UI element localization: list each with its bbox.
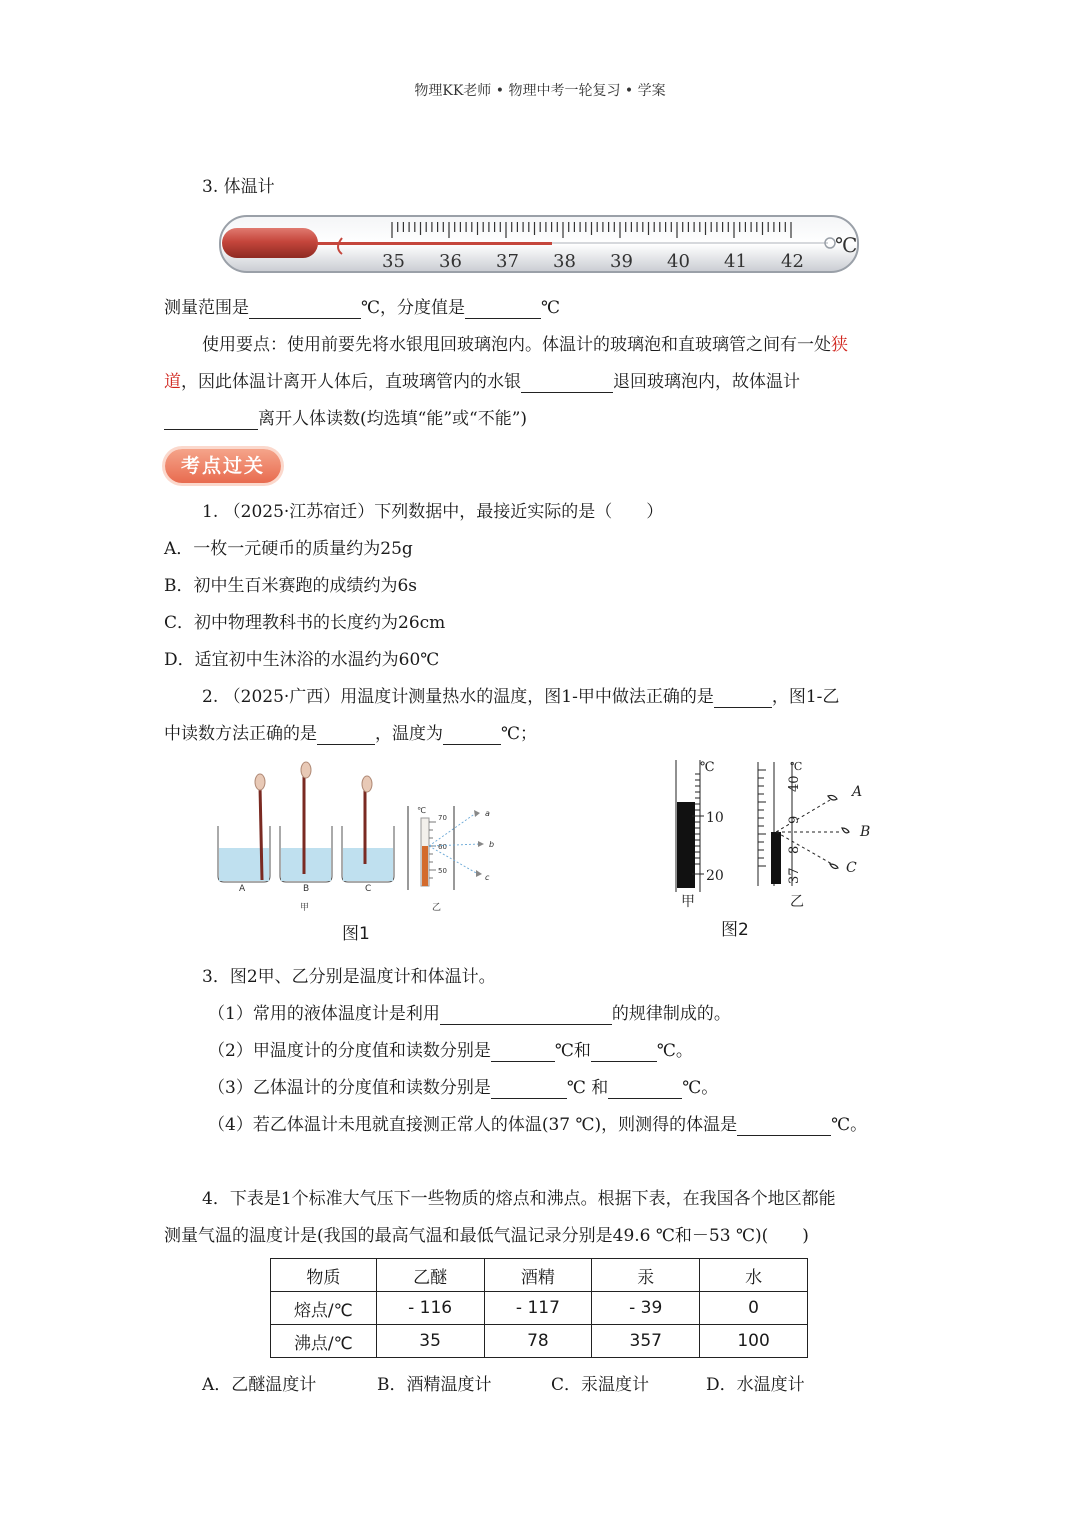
table-cell: 酒精 bbox=[484, 1259, 592, 1292]
table-cell: 0 bbox=[700, 1292, 808, 1325]
table-row bbox=[271, 1292, 808, 1325]
q1-stem: 1. （2025·江苏宿迁）下列数据中，最接近实际的是（ ） bbox=[202, 502, 664, 522]
fig2-eye-c: C bbox=[846, 860, 857, 876]
eye-a-label: a bbox=[485, 809, 490, 818]
thermometer-label: 37 bbox=[496, 251, 519, 272]
q4-line-2: 测量气温的温度计是(我国的最高气温和最低气温记录分别是49.6 ℃和－53 ℃)( ) bbox=[164, 1226, 809, 1246]
melting-boiling-table bbox=[270, 1258, 808, 1358]
thermometer-label: 35 bbox=[382, 251, 405, 272]
table-cell: 沸点/℃ bbox=[271, 1325, 377, 1358]
table-cell: 乙醚 bbox=[376, 1259, 484, 1292]
eye-c-icon bbox=[476, 870, 482, 877]
blank-q3-2b[interactable] bbox=[591, 1043, 657, 1062]
range-line: 测量范围是 ℃，分度值是 ℃ bbox=[164, 298, 561, 318]
blank-range[interactable] bbox=[249, 300, 361, 319]
blank-q3-4[interactable] bbox=[737, 1117, 831, 1136]
q1-option-b: B．初中生百米赛跑的成绩约为6s bbox=[164, 576, 418, 596]
beaker-a bbox=[218, 774, 270, 882]
q4-option-d: D．水温度计 bbox=[706, 1375, 805, 1395]
q4-line-1: 4．下表是1个标准大气压下一些物质的熔点和沸点。根据下表，在我国各个地区都能 bbox=[202, 1189, 836, 1209]
table-row bbox=[271, 1325, 808, 1358]
figure-1-caption: 图1 bbox=[342, 924, 370, 944]
fig1-tick-50: 50 bbox=[438, 867, 447, 875]
thermometer-label: 41 bbox=[724, 251, 747, 272]
q3-part-1: （1）常用的液体温度计是利用 的规律制成的。 bbox=[208, 1004, 731, 1024]
usage-line-3: 离开人体读数(均选填“能”或“不能”) bbox=[164, 408, 527, 430]
blank-q3-1[interactable] bbox=[440, 1006, 612, 1025]
blank-mercury[interactable] bbox=[521, 374, 613, 393]
fig2-label-jia: 甲 bbox=[681, 894, 695, 910]
eye-c-label: c bbox=[485, 873, 490, 882]
figure-2-caption: 图2 bbox=[721, 920, 749, 940]
label-b: B bbox=[303, 884, 310, 894]
table-cell: 物质 bbox=[271, 1259, 377, 1292]
q1-option-a: A．一枚一元硬币的质量约为25g bbox=[164, 539, 413, 559]
blank-q2-method[interactable] bbox=[714, 689, 772, 708]
fig2-yi-unit: ℃ bbox=[790, 760, 803, 773]
section-badge: 考点过关 bbox=[165, 449, 281, 483]
fig1-tick-70: 70 bbox=[438, 814, 447, 822]
fig2-yi-tick-8: 8 bbox=[787, 845, 802, 854]
table-cell: 35 bbox=[376, 1325, 484, 1358]
table-cell: - 116 bbox=[376, 1292, 484, 1325]
fig2-jia-unit: ℃ bbox=[700, 760, 715, 775]
usage-line-1: 使用要点：使用前要先将水银甩回玻璃泡内。体温计的玻璃泡和直玻璃管之间有一处狭 bbox=[202, 335, 848, 355]
q2-line-2: 中读数方法正确的是 ，温度为 ℃； bbox=[164, 724, 538, 744]
blank-q2-reading[interactable] bbox=[317, 726, 375, 745]
q3-part-2: （2）甲温度计的分度值和读数分别是 ℃和 ℃。 bbox=[208, 1041, 693, 1061]
table-cell: - 39 bbox=[592, 1292, 700, 1325]
fig1-unit: ℃ bbox=[417, 806, 426, 815]
table-cell: 熔点/℃ bbox=[271, 1292, 377, 1325]
fig2-eye-b: B bbox=[860, 824, 871, 840]
label-a: A bbox=[239, 884, 246, 894]
eye-lower-icon bbox=[830, 864, 838, 869]
eye-a-icon bbox=[474, 810, 480, 817]
fig2-jia-tick-10: 10 bbox=[706, 810, 724, 826]
fig2-yi-tick-9: 9 bbox=[787, 815, 802, 824]
table-cell: 汞 bbox=[592, 1259, 700, 1292]
fig2-label-yi: 乙 bbox=[790, 894, 804, 910]
table-cell: 357 bbox=[592, 1325, 700, 1358]
table-cell: - 117 bbox=[484, 1292, 592, 1325]
eye-upper-icon bbox=[828, 795, 837, 800]
q1-option-c: C．初中物理教科书的长度约为26cm bbox=[164, 613, 446, 633]
label-jia: 甲 bbox=[300, 903, 310, 913]
q1-option-d: D．适宜初中生沐浴的水温约为60℃ bbox=[164, 650, 440, 670]
thermometer-label: 39 bbox=[610, 251, 633, 272]
table-cell: 100 bbox=[700, 1325, 808, 1358]
blank-q3-3b[interactable] bbox=[608, 1080, 682, 1099]
q3-part-3: （3）乙体温计的分度值和读数分别是 ℃ 和 ℃。 bbox=[208, 1078, 719, 1098]
table-cell: 78 bbox=[484, 1325, 592, 1358]
beaker-b bbox=[280, 762, 332, 882]
eye-b-icon bbox=[478, 841, 484, 847]
q4-option-c: C．汞温度计 bbox=[551, 1375, 650, 1395]
thermometer-label: 42 bbox=[781, 251, 804, 272]
label-c: C bbox=[365, 884, 372, 894]
eye-b-label: b bbox=[489, 840, 495, 849]
fig2-yi-tick-37: 37 bbox=[787, 867, 802, 884]
table-cell: 水 bbox=[700, 1259, 808, 1292]
q2-line-1: 2. （2025·广西）用温度计测量热水的温度，图1-甲中做法正确的是 ，图1-乙 bbox=[202, 687, 840, 707]
clinical-thermometer-figure bbox=[218, 212, 863, 276]
blank-q3-2a[interactable] bbox=[491, 1043, 555, 1062]
blank-division[interactable] bbox=[465, 300, 541, 319]
thermometer-unit: ℃ bbox=[835, 233, 858, 257]
beaker-c bbox=[342, 776, 394, 882]
section-title: 3. 体温计 bbox=[202, 177, 275, 197]
eye-middle-icon bbox=[842, 828, 849, 833]
q3-stem: 3．图2甲、乙分别是温度计和体温计。 bbox=[202, 967, 496, 987]
q4-option-a: A．乙醚温度计 bbox=[202, 1375, 317, 1395]
page-header: 物理KK老师 • 物理中考一轮复习 • 学案 bbox=[414, 83, 666, 99]
q3-part-4: （4）若乙体温计未甩就直接测正常人的体温(37 ℃)，则测得的体温是 ℃。 bbox=[208, 1115, 868, 1135]
figure-2 bbox=[662, 756, 892, 916]
fig2-eye-a: A bbox=[852, 784, 863, 800]
usage-line-2: 道，因此体温计离开人体后，直玻璃管内的水银 退回玻璃泡内，故体温计 bbox=[164, 372, 800, 392]
blank-read[interactable] bbox=[164, 411, 258, 430]
blank-q2-temp[interactable] bbox=[443, 726, 501, 745]
table-header-row bbox=[271, 1259, 808, 1292]
fig2-yi-tick-40: 40 bbox=[787, 775, 802, 792]
thermometer-label: 40 bbox=[667, 251, 690, 272]
thermometer-label: 36 bbox=[439, 251, 462, 272]
blank-q3-3a[interactable] bbox=[491, 1080, 567, 1099]
q4-option-b: B．酒精温度计 bbox=[377, 1375, 492, 1395]
fig2-jia-tick-20: 20 bbox=[706, 868, 724, 884]
figure-1 bbox=[210, 758, 510, 918]
fig1-tick-60: 60 bbox=[438, 843, 447, 851]
thermometer-label: 38 bbox=[553, 251, 576, 272]
label-yi: 乙 bbox=[432, 903, 442, 913]
